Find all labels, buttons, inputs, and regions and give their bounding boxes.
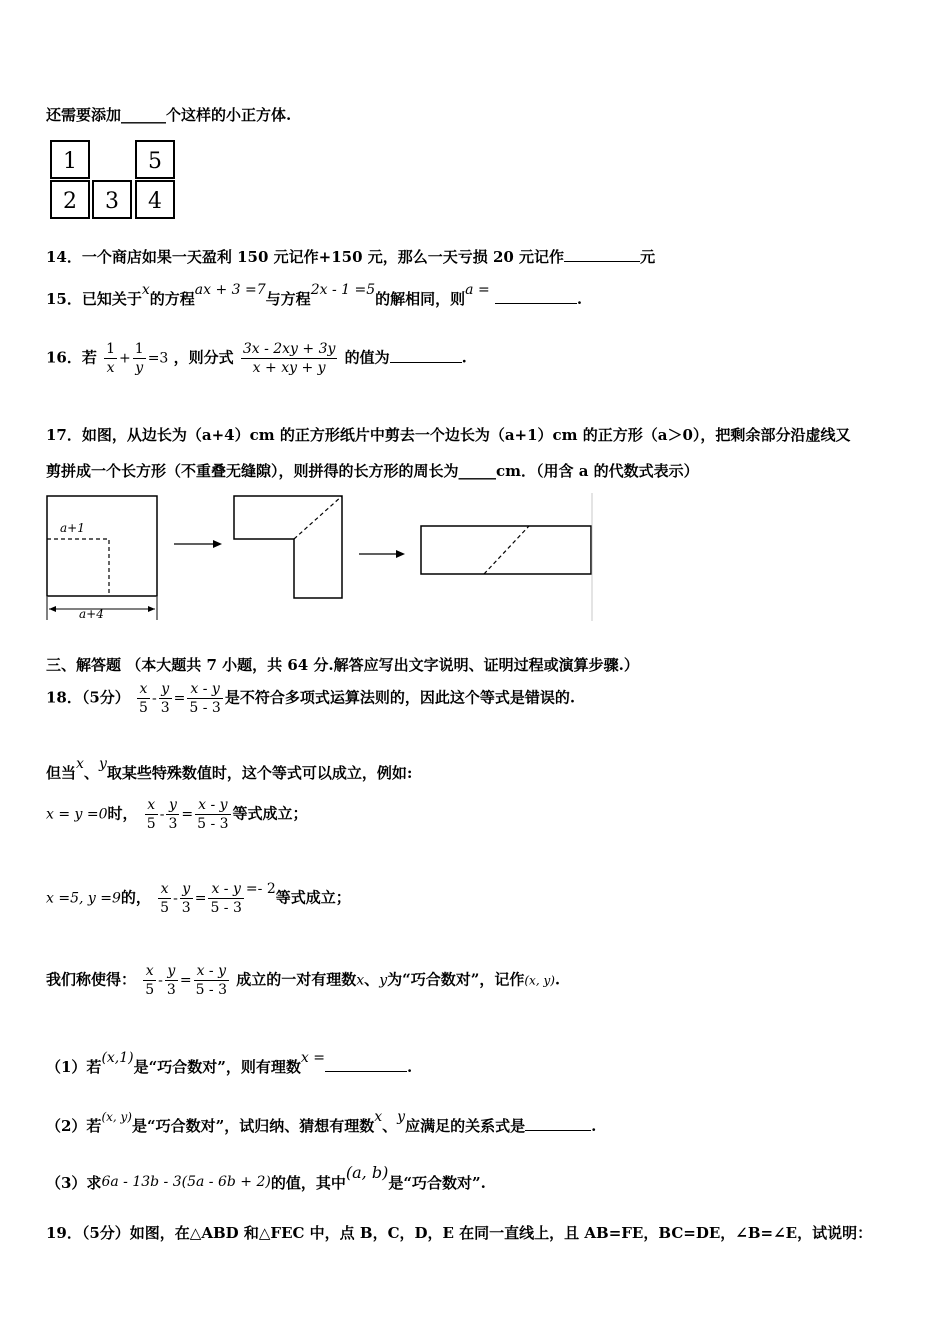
eq1: ax + 3 =7	[194, 282, 266, 298]
q18-sub-1: （1）若(x,1)是“巧合数对”，则有理数x = .	[46, 1050, 413, 1076]
grid-cell: 3	[105, 189, 119, 214]
eq2: 2x - 1 =5	[310, 282, 376, 298]
grid-cell: 4	[148, 189, 162, 214]
grid-cell: 5	[148, 149, 162, 174]
q17-line1: 17．如图，从边长为（a+4）cm 的正方形纸片中剪去一个边长为（a+1）cm 的正方形（a＞0），把剩余部分沿虚线又	[46, 426, 851, 444]
q18-definition: 我们称使得： $\frac{x}{5}$ - $\frac{y}{3}$ = $\frac{x - y}{5 - 3}$ 成立的一对有理数x、y为“巧合数对”，记作(x, y).	[46, 963, 561, 998]
q14-text: 14．一个商店如果一天盈利 150 元记作+150 元，那么一天亏损 20 元记作	[46, 248, 565, 266]
q14-unit: 元	[640, 248, 656, 266]
q17-line2: 剪拼成一个长方形（不重叠无缝隙），则拼得的长方形的周长为_____cm．（用含 a 的代数式表示）	[46, 462, 699, 480]
cube-net-figure	[46, 138, 181, 224]
q18-example-2: x =5, y =9的， $\frac{x}{5}$ - $\frac{y}{3}$ = $\frac{x - y}{5 - 3}$ =- 2等式成立；	[46, 880, 351, 916]
q18-sub-3: （3）求6a - 13b - 3(5a - 6b + 2)的值，其中(a, b)是“巧合数对”.	[46, 1163, 486, 1192]
section-3-title: 三、解答题 （本大题共 7 小题，共 64 分.解答应写出文字说明、证明过程或演算步骤.）	[46, 656, 639, 674]
q18-example-1: x = y =0时， $\frac{x}{5}$ - $\frac{y}{3}$ = $\frac{x - y}{5 - 3}$ 等式成立；	[46, 797, 308, 832]
grid-cell: 1	[63, 149, 77, 174]
q18-but-when: 但当x、y取某些特殊数值时，这个等式可以成立，例如:	[46, 756, 413, 782]
q18-sub-2: （2）若$^{(x, y)}$是“巧合数对”，试归纳、猜想有理数x、y应满足的关系式是 .	[46, 1109, 597, 1135]
question-19: 19．（5分）如图，在△ABD 和△FEC 中，点 B，C，D，E 在同一直线上，且 AB=FE，BC=DE，∠B=∠E，试说明：	[46, 1224, 873, 1242]
q18-statement: 18．（5分） $\frac{x}{5}$ - $\frac{y}{3}$ = $\frac{x - y}{5 - 3}$ 是不符合多项式运算法则的，因此这个等式是错误的.	[46, 681, 576, 716]
question-14	[46, 246, 655, 267]
label-a-plus-4: a+4	[79, 607, 104, 621]
label-a-plus-1: a+1	[60, 521, 85, 535]
grid-cell: 2	[63, 189, 77, 214]
q13-tail: 还需要添加______个这样的小正方体.	[46, 106, 292, 124]
q17-figure	[44, 493, 594, 623]
question-16: 16．若 $\frac{1}{x}$ + $\frac{1}{y}$ =3 ，则分式 $\frac{3x - 2xy + 3y}{x + xy + y}$ 的值为 .	[46, 341, 467, 376]
question-15: 15．已知关于x的方程ax + 3 =7与方程2x - 1 =5的解相同，则a = .	[46, 282, 583, 308]
